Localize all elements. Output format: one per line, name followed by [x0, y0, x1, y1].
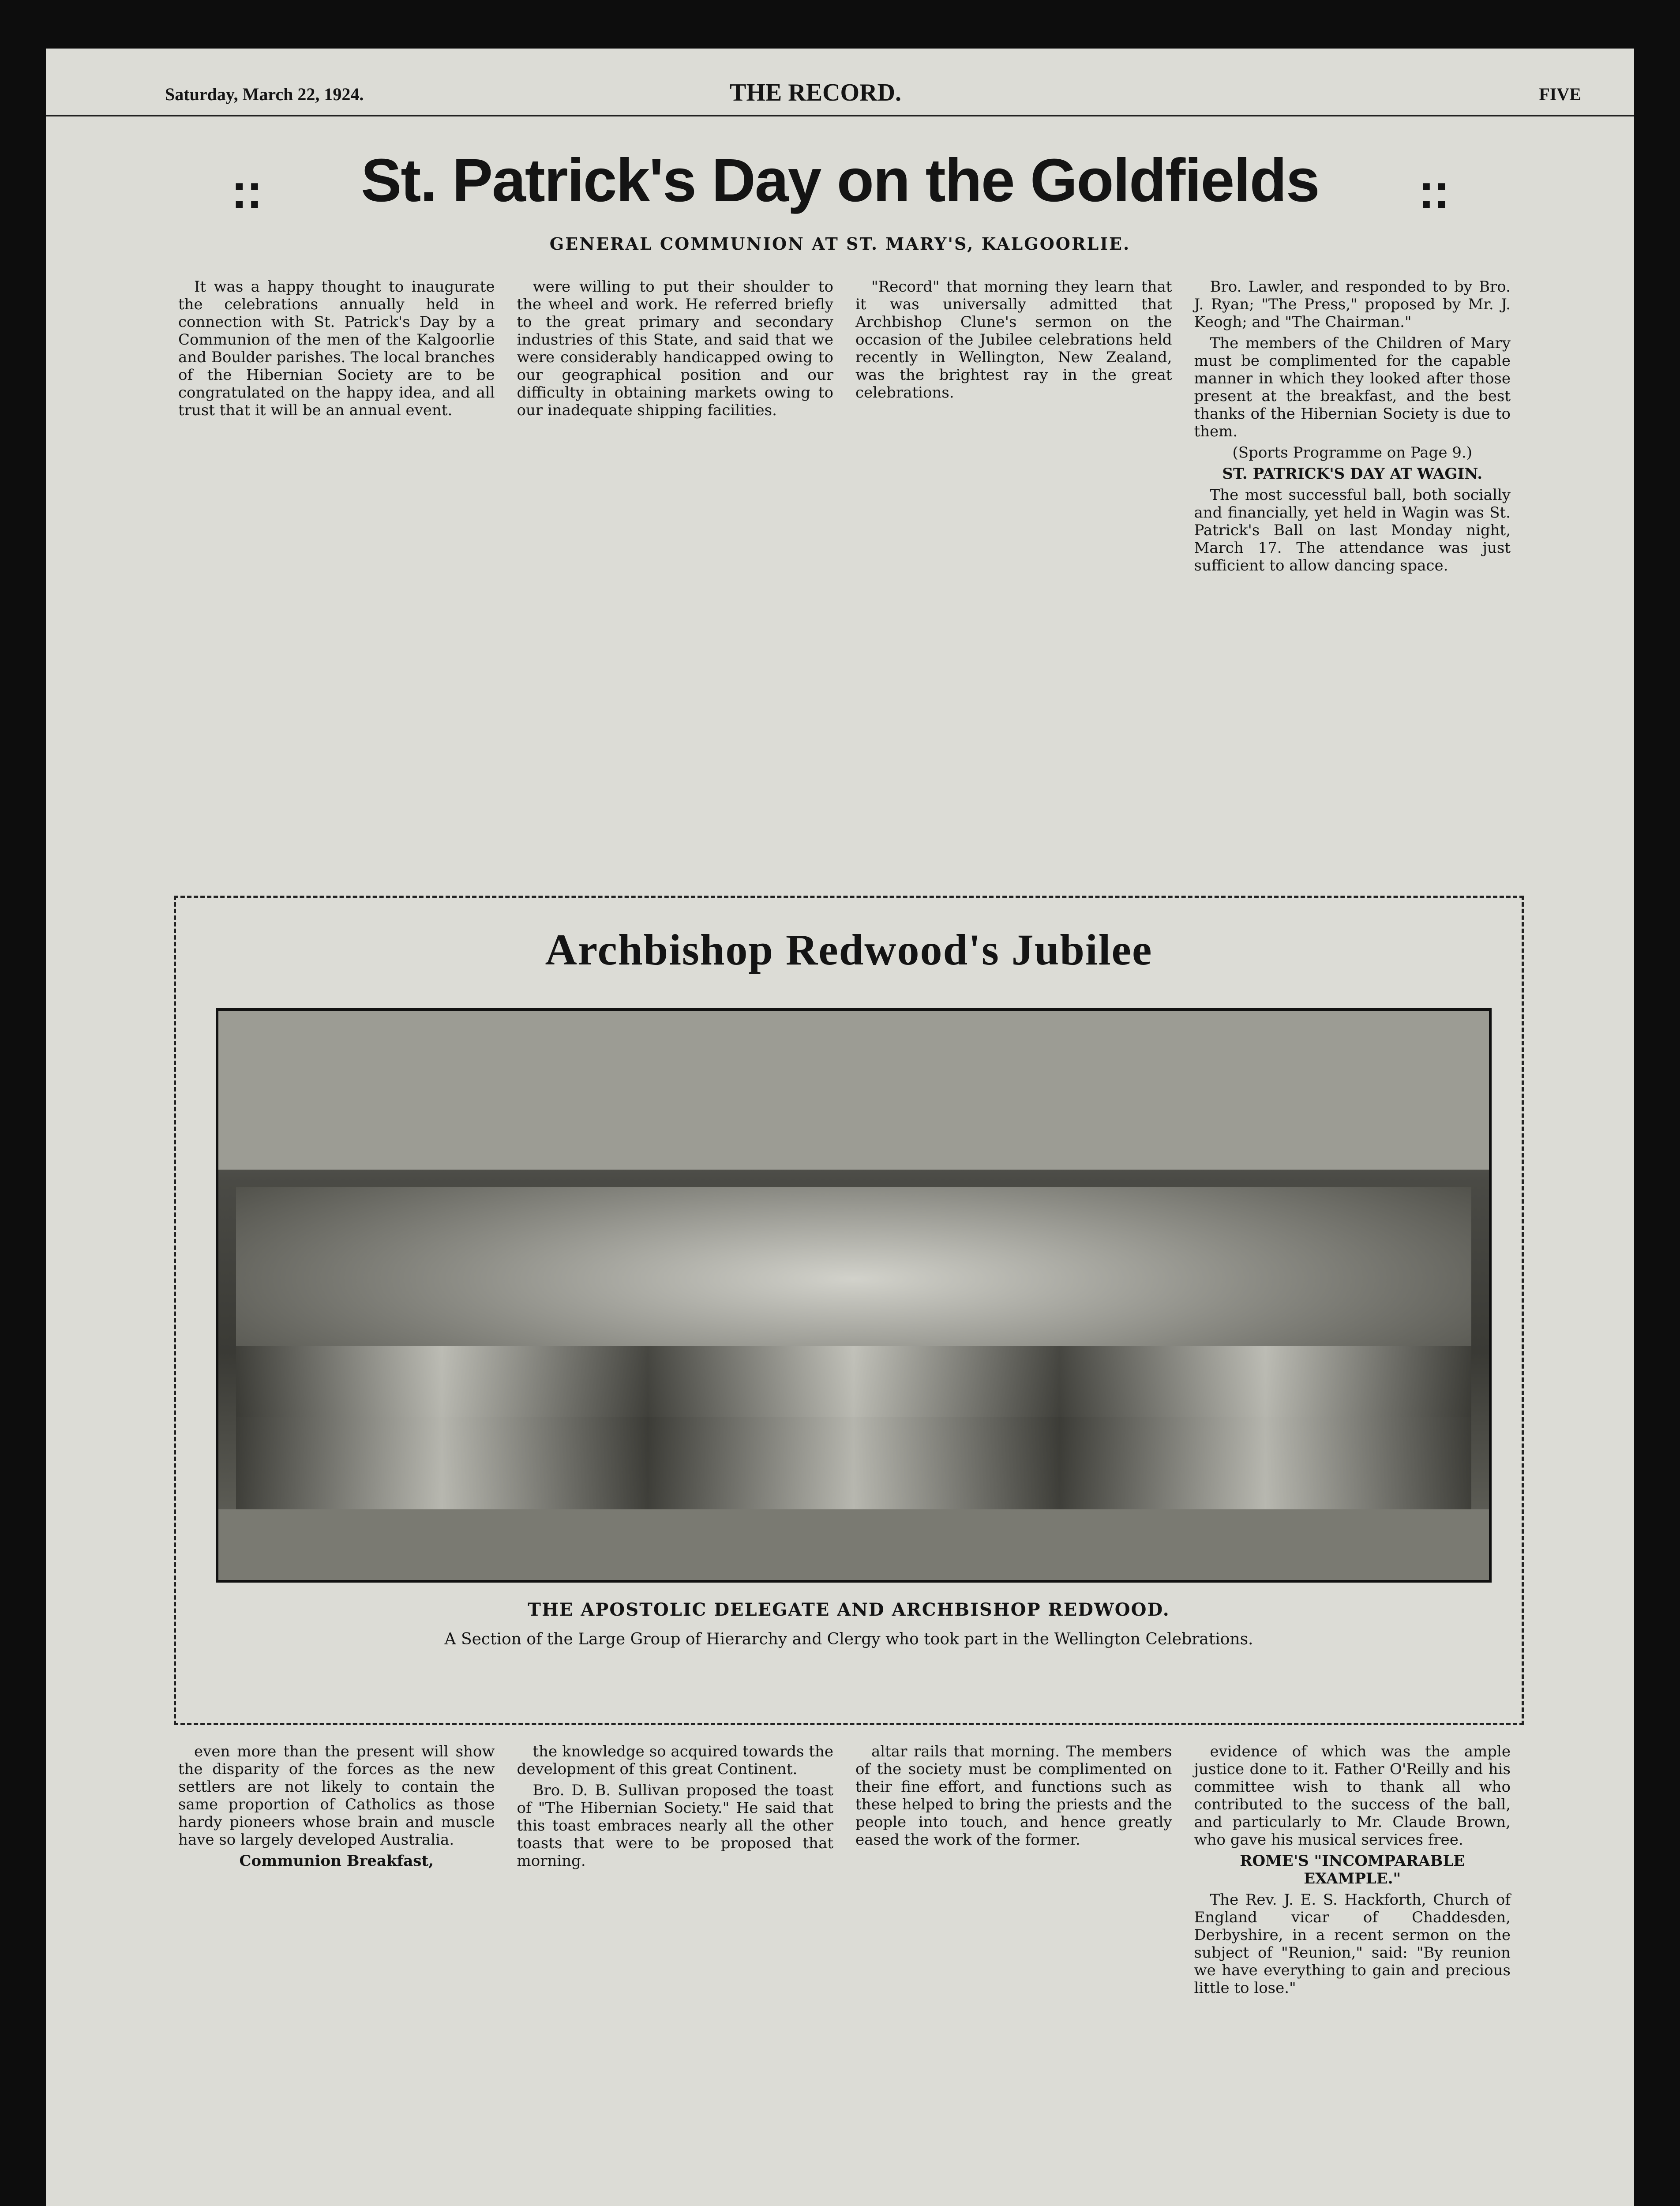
goldfields-subtitle: GENERAL COMMUNION AT ST. MARY'S, KALGOORLIE.: [549, 234, 1131, 254]
paragraph: The members of the Children of Mary must be complimented for the capable manner in which they looked after those present at the breakfast, and the best thanks of the Hibernian Society is due to them.: [1194, 334, 1511, 440]
jubilee-feature: [174, 896, 1524, 1725]
page-number: FIVE: [1539, 84, 1581, 104]
wagin-heading: ST. PATRICK'S DAY AT WAGIN.: [1222, 465, 1483, 483]
article-column: [517, 1743, 834, 2206]
photo-ground: [218, 1509, 1489, 1580]
lower-columns: [178, 1743, 1511, 2206]
photo-caption: THE APOSTOLIC DELEGATE AND ARCHBISHOP REDWOOD.: [528, 1599, 1170, 1620]
paragraph: The most successful ball, both socially and financially, yet held in Wagin was St. Patrick's Ball on last Monday night, March 17. The attendance was just sufficient to allow dancing space.: [1194, 486, 1511, 574]
breakfast-heading: Communion Breakfast,: [239, 1852, 434, 1870]
paragraph: even more than the present will show the disparity of the forces as the new settlers are not likely to contain the same proportion of Catholics as those hardy pioneers whose brain and muscle have so largely developed Australia.: [178, 1743, 495, 1849]
article-column: [1194, 1743, 1511, 2206]
goldfields-columns: [178, 278, 1511, 940]
article-column: [178, 278, 495, 940]
jubilee-title: Archbishop Redwood's Jubilee: [545, 925, 1153, 974]
issue-date: Saturday, March 22, 1924.: [165, 84, 364, 104]
paragraph: The Rev. J. E. S. Hackforth, Church of England vicar of Chaddesden, Derbyshire, in a recent sermon on the subject of "Reunion," said: "By reunion we have everything to gain and precious little to lose.": [1194, 1891, 1511, 1997]
headline-ornament-right: ::: [1418, 164, 1449, 218]
paragraph: altar rails that morning. The members of the society must be complimented on their fine effort, and functions such as these helped to bring the priests and the people into touch, and hence greatly eased the work of the former.: [855, 1743, 1172, 1849]
goldfields-title: St. Patrick's Day on the Goldfields: [361, 146, 1319, 214]
sports-note: (Sports Programme on Page 9.): [1232, 444, 1472, 461]
rome-heading: ROME'S "INCOMPARABLE EXAMPLE.": [1240, 1852, 1465, 1887]
paragraph: the knowledge so acquired towards the development of this great Continent.: [517, 1743, 833, 1778]
photo-background: [218, 1011, 1489, 1170]
running-header: [46, 49, 1634, 116]
goldfields-headline: [46, 146, 1634, 216]
paragraph: It was a happy thought to inaugurate the celebrations annually held in connection with St. Patrick's Day by a Communion of the men of the Kalgoorlie and Boulder parishes. The local branches of the Hibernian Society are to be congratulated on the happy idea, and all trust that it will be an annual event.: [178, 278, 495, 419]
paragraph: "Record" that morning they learn that it was universally admitted that Archbishop Clune's sermon on the occasion of the Jubilee celebrations held recently in Wellington, New Zealand, was the brightest ray in the great celebrations.: [855, 278, 1172, 401]
paragraph: Bro. Lawler, and responded to by Bro. J. Ryan; "The Press," proposed by Mr. J. Keogh; and "The Chairman.": [1194, 278, 1511, 331]
photo-subcaption: A Section of the Large Group of Hierarchy and Clergy who took part in the Wellington Celebrations.: [444, 1630, 1253, 1648]
paragraph: were willing to put their shoulder to the wheel and work. He referred briefly to the great primary and secondary industries of this State, and said that we were considerably handicapped owing to our geographical position and our difficulty in obtaining markets owing to our inadequate shipping facilities.: [517, 278, 833, 419]
newspaper-page: [46, 49, 1634, 2206]
article-column: [178, 1743, 495, 2206]
article-column: [517, 278, 834, 940]
clergy-group-photo: [216, 1008, 1492, 1583]
paper-name: THE RECORD.: [730, 79, 901, 106]
paragraph: Bro. D. B. Sullivan proposed the toast of "The Hibernian Society." He said that this toast embraces nearly all the other toasts that were to be proposed that morning.: [517, 1782, 833, 1870]
headline-ornament-left: ::: [231, 164, 262, 218]
article-column: [855, 1743, 1172, 2206]
paragraph: evidence of which was the ample justice done to it. Father O'Reilly and his committee wish to thank all who contributed to the success of the ball, and particularly to Mr. Claude Brown, who gave his musical services free.: [1194, 1743, 1511, 1849]
article-column: [1194, 278, 1511, 940]
photo-seated-hierarchy: [236, 1346, 1471, 1531]
article-column: [855, 278, 1172, 940]
